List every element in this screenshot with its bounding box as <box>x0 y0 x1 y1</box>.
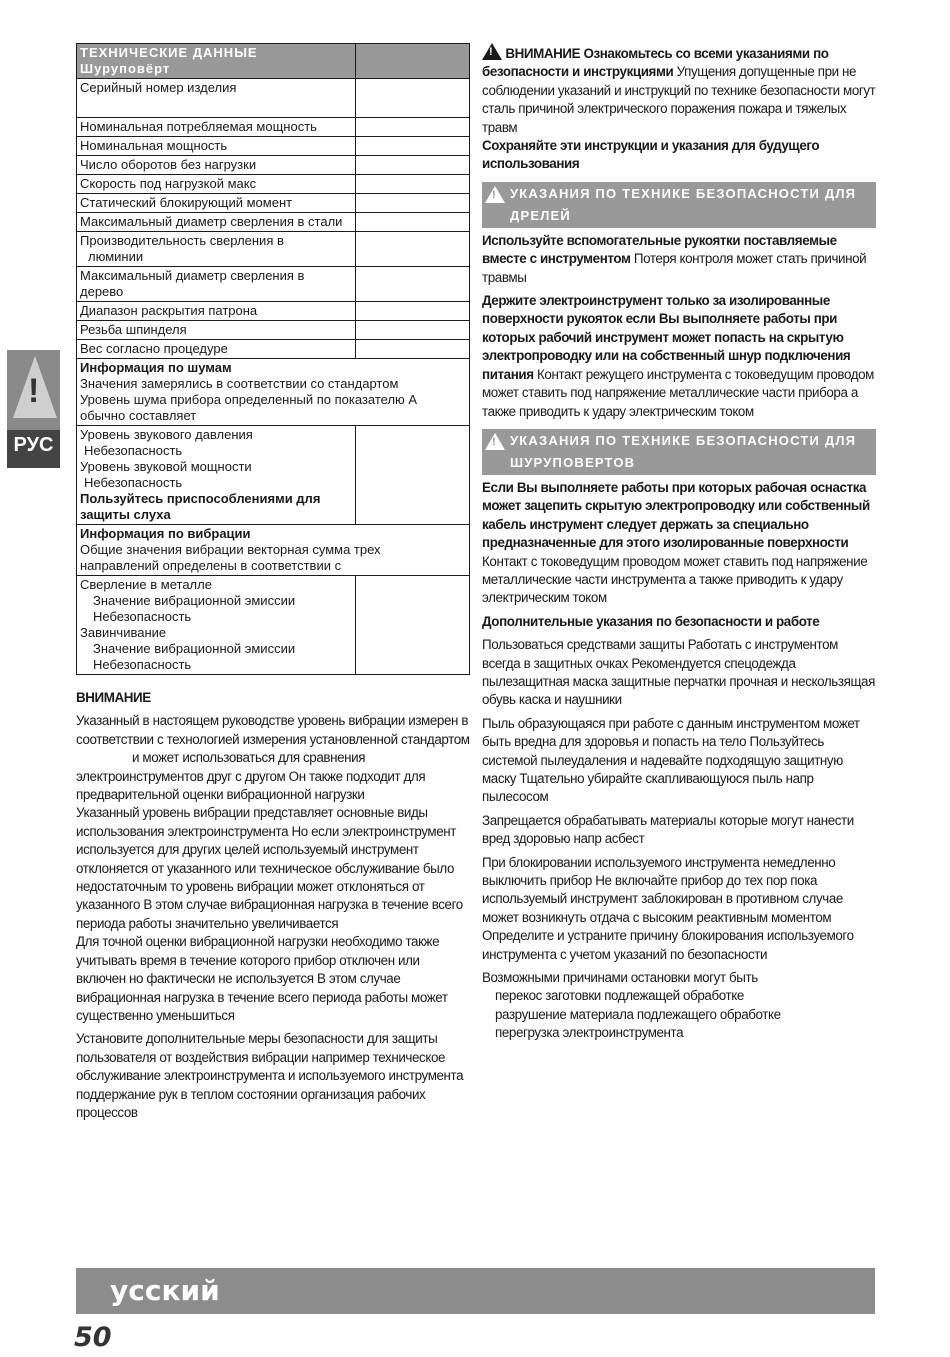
list-item: перегрузка электроинструмента <box>495 1025 684 1041</box>
page-number: 50 <box>74 1322 112 1353</box>
vibration-values-row: Сверление в металле Значение вибрационной эмиссии Небезопасность Завинчивание Значение вибрационной эмиссии Небезопасность <box>77 576 470 675</box>
table-subtitle: Шуруповёрт <box>80 61 171 76</box>
warning-triangle-icon <box>13 356 57 418</box>
warning-icon <box>485 186 505 203</box>
table-row: Номинальная мощность <box>77 137 470 156</box>
footer-language-bar <box>76 1268 875 1314</box>
vibration-title: Информация по вибрации <box>80 526 251 541</box>
table-row: Производительность сверления в люминии <box>77 232 470 267</box>
table-row: Статический блокирующий момент <box>77 194 470 213</box>
table-row: Диапазон раскрытия патрона <box>77 302 470 321</box>
language-label: РУС <box>13 434 54 456</box>
table-row: Серийный номер изделия <box>77 79 470 118</box>
keep-instructions-note: Сохраняйте эти инструкции и указания для будущего использования <box>482 138 820 172</box>
noise-info-row: Информация по шумам Значения замерялись в соответствии со стандартом Уровень шума прибора определенный по показателю А обычно составляет <box>77 359 470 426</box>
warning-icon <box>482 43 502 60</box>
general-warning: ! ВНИМАНИЕ Ознакомьтесь со всеми указаниями по безопасности и инструкциями Упущения допущенные при не соблюдении указаний и инструкций по технике безопасности могут сталь причиной электрического поражения пожара и тяжелых травм Сохраняйте эти инструкции и указания для будущего использования <box>482 43 876 174</box>
table-row: Вес согласно процедуре <box>77 340 470 359</box>
table-header-row <box>77 44 470 79</box>
technical-data-table <box>76 43 470 675</box>
table-row: Скорость под нагрузкой макс <box>77 175 470 194</box>
footer-title: усский <box>110 1274 220 1307</box>
table-row: Максимальный диаметр сверления в дерево <box>77 267 470 302</box>
list-item: перекос заготовки подлежащей обработке <box>495 988 744 1004</box>
vibration-info-row: Информация по вибрации Общие значения вибрации векторная сумма трех направлений определены в соответствии с <box>77 525 470 576</box>
additional-instructions-heading: Дополнительные указания по безопасности и работе <box>482 613 820 629</box>
table-row: Максимальный диаметр сверления в стали <box>77 213 470 232</box>
list-item: разрушение материала подлежащего обработке <box>495 1006 781 1022</box>
hearing-protection-note: Пользуйтесь приспособлениями для <box>80 491 321 506</box>
right-column: ! ВНИМАНИЕ Ознакомьтесь со всеми указаниями по безопасности и инструкциями Упущения допущенные при не соблюдении указаний и инструкций по технике безопасности могут сталь причиной электрического поражения пожара и тяжелых травм Сохраняйте эти инструкции и указания для будущего использования ! УКАЗАНИЯ ПО ТЕХНИКЕ БЕЗОПАСНОСТИ ДЛЯ ДРЕЛЕЙ Используйте вспомогательные рукоятки поставляемые вместе с инструментом Потеря контроля может стать причиной травмы Держите электроинструмент только за изолированные поверхности рукояток если Вы выполняете работы при которых рабочий инструмент может попасть на скрытую электропроводку или на собственный шнур подключения питания Контакт режущего инструмента с токоведущим проводом может ставить под напряжение металлические части прибора а также приводить к удару электрическим током ! УКАЗАНИЯ ПО ТЕХНИКЕ БЕЗОПАСНОСТИ ДЛЯ ШУРУПОВЕРТОВ Если Вы выполняете работы при которых рабочая оснастка может зацепить скрытую электропроводку или собственный кабель инструмент следует держать за специально предназначенные для этого изолированные поверхности Контакт с токоведущим проводом может ставить под напряжение металлические части инструмента а также приводить к удару электрическим током Дополнительные указания по безопасности и работе Пользоваться средствами защиты Работать с инструментом всегда в защитных очках Рекомендуется спецодежда пылезащитная маска защитные перчатки прочная и нескользящая обувь каска и наушники Пыль образующаяся при работе с данным инструментом может быть вредна для здоровья и попасть на тело Пользуйтесь системой пылеудаления и надевайте подходящую защитную маску Тщательно убирайте скапливающуюся пыль напр пылесосом Запрещается обрабатывать материалы которые могут нанести вред здоровью напр асбест При блокировании используемого инструмента немедленно выключить прибор Не включайте прибор до тех пор пока используемый инструмент заблокирован в противном случае может возникнуть отдача с высоким реактивным моментом Определите и устраните причину блокирования используемого инструмента с учетом указаний по безопасности Возможными причинами остановки могут быть перекос заготовки подлежащей обработке разрушение материала подлежащего обработке перегрузка электроинструмента <box>482 43 876 1048</box>
table-row: Число оборотов без нагрузки <box>77 156 470 175</box>
table-row: Номинальная потребляемая мощность <box>77 118 470 137</box>
attention-heading: ВНИМАНИЕ <box>76 690 151 705</box>
screwdriver-safety-section-header: ! УКАЗАНИЯ ПО ТЕХНИКЕ БЕЗОПАСНОСТИ ДЛЯ ШУРУПОВЕРТОВ <box>482 429 876 475</box>
warning-icon <box>485 433 505 450</box>
language-side-tab <box>7 350 60 468</box>
table-row: Резьба шпинделя <box>77 321 470 340</box>
noise-values-row: Уровень звукового давления Небезопасность Уровень звуковой мощности Небезопасность Пользуйтесь приспособлениями для защиты слуха <box>77 426 470 525</box>
vibration-notes: ВНИМАНИЕ Указанный в настоящем руководстве уровень вибрации измерен в соответствии с технологией измерения установленной стандартоми может использоваться для сравнения электроинструментов друг с другом Он также подходит для предварительной оценки вибрационной нагрузки Указанный уровень вибрации представляет основные виды использования электроинструмента Но если электроинструмент используется для других целей используемый инструмент отклоняется от указанного или техническое обслуживание было недостаточным то уровень вибрации может отклоняться от указанного В этом случае вибрационная нагрузка в течение всего периода работы значительно увеличивается Для точной оценки вибрационной нагрузки необходимо также учитывать время в течение которого прибор отключен или включен но фактически не используется В этом случае вибрационная нагрузка в течение всего периода работы может существенно уменьшиться Установите дополнительные меры безопасности для защиты пользователя от воздействия вибрации например техническое обслуживание электроинструмента и используемого инструмента поддержание рук в теплом состоянии организация рабочих процессов <box>76 690 470 1120</box>
drill-safety-section-header: ! УКАЗАНИЯ ПО ТЕХНИКЕ БЕЗОПАСНОСТИ ДЛЯ ДРЕЛЕЙ <box>482 182 876 228</box>
table-title: ТЕХНИЧЕСКИЕ ДАННЫЕ <box>80 45 258 60</box>
left-column <box>76 43 470 1127</box>
noise-title: Информация по шумам <box>80 360 232 375</box>
